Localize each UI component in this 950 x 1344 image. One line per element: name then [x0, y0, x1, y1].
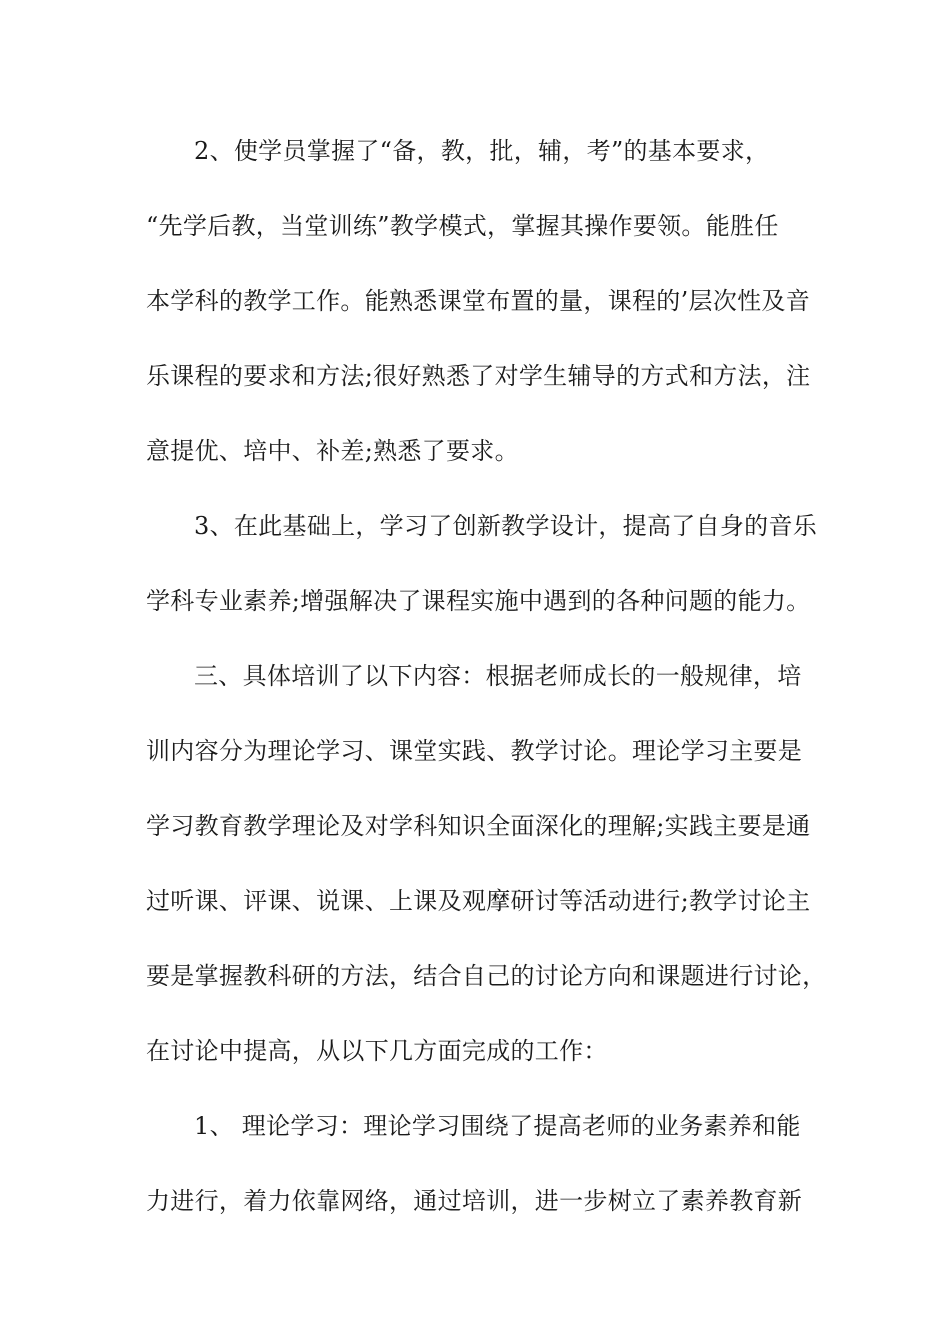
text-line: 3、在此基础上，学习了创新教学设计，提高了自身的音乐 — [194, 512, 818, 540]
text-line: 力进行，着力依靠网络，通过培训，进一步树立了素养教育新 — [146, 1187, 803, 1215]
text-line: 要是掌握教科研的方法，结合自己的讨论方向和课题进行讨论， — [146, 962, 827, 990]
text-line: 学科专业素养;增强解决了课程实施中遇到的各种问题的能力。 — [146, 587, 811, 615]
text-line: 乐课程的要求和方法;很好熟悉了对学生辅导的方式和方法，注 — [146, 362, 811, 390]
text-line: 训内容分为理论学习、课堂实践、教学讨论。理论学习主要是 — [146, 737, 803, 765]
text-line: 在讨论中提高，从以下几方面完成的工作： — [146, 1037, 608, 1065]
text-line: 2、使学员掌握了“备，教，批，辅，考”的基本要求， — [194, 137, 770, 165]
text-line: 三、具体培训了以下内容：根据老师成长的一般规律，培 — [194, 662, 802, 690]
text-line: 过听课、评课、说课、上课及观摩研讨等活动进行;教学讨论主 — [146, 887, 811, 915]
text-line: 意提优、培中、补差;熟悉了要求。 — [146, 437, 519, 465]
text-line: “先学后教，当堂训练”教学模式，掌握其操作要领。能胜任 — [146, 212, 779, 240]
text-line: 本学科的教学工作。能熟悉课堂布置的量，课程的’层次性及音 — [146, 287, 811, 315]
text-line: 1、 理论学习：理论学习围绕了提高老师的业务素养和能 — [194, 1112, 801, 1140]
text-line: 学习教育教学理论及对学科知识全面深化的理解;实践主要是通 — [146, 812, 811, 840]
